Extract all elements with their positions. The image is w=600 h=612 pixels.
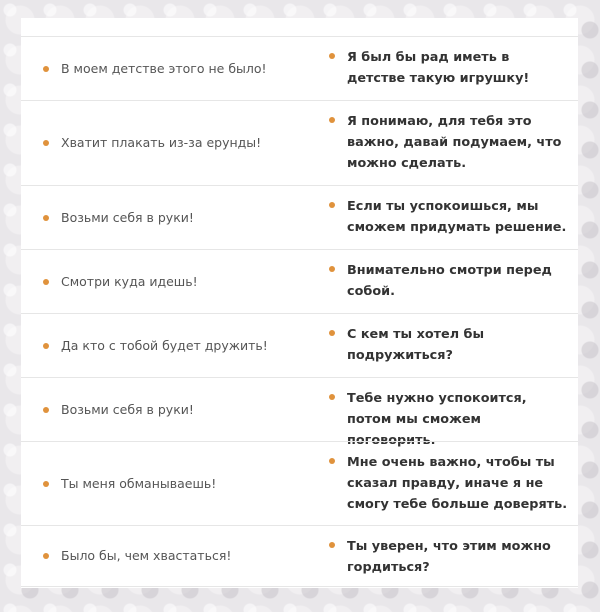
positive-phrase: С кем ты хотел бы подружиться? [347,327,485,363]
right-cell [329,260,569,302]
table-row [21,441,578,525]
left-cell [43,314,313,377]
bullet-icon [43,279,49,285]
right-cell [329,111,569,174]
table-row [21,185,578,249]
bullet-icon [329,117,335,123]
table-row [21,313,578,377]
positive-phrase: Я был бы рад иметь в детстве такую игрушку! [347,50,530,86]
negative-phrase: В моем детстве этого не было! [61,60,267,76]
bullet-icon [43,343,49,349]
left-cell [43,250,313,313]
negative-phrase: Было бы, чем хвастаться! [61,548,232,563]
positive-phrase: Внимательно смотри перед собой. [347,263,552,299]
bullet-icon [329,266,335,272]
negative-phrase: Да кто с тобой будет дружить! [61,337,268,353]
negative-phrase: Возьми себя в руки! [61,401,194,417]
bullet-icon [329,542,335,548]
bullet-icon [329,53,335,59]
positive-phrase: Мне очень важно, чтобы ты сказал правду, иначе я не смогу тебе больше доверять. [347,455,568,512]
bullet-icon [329,202,335,208]
positive-phrase: Ты уверен, что этим можно гордиться? [347,539,551,575]
right-cell [329,47,569,89]
left-cell [43,526,313,586]
bullet-icon [43,66,49,72]
left-cell [43,101,313,185]
bullet-icon [43,215,49,221]
negative-phrase: Ты меня обманываешь! [61,475,217,491]
negative-phrase: Хватит плакать из-за ерунды! [61,135,262,150]
left-cell [43,442,313,525]
left-cell [43,378,313,441]
positive-phrase: Тебе нужно успокоится, потом мы сможем поговорить. [347,391,527,448]
negative-phrase: Возьми себя в руки! [61,209,194,225]
left-cell [43,37,313,100]
table-row [21,249,578,313]
bullet-icon [43,140,49,146]
bullet-icon [329,330,335,336]
negative-phrase: Смотри куда идешь! [61,273,198,289]
table-row [21,377,578,448]
right-cell [329,324,569,366]
positive-phrase: Если ты успокоишься, мы сможем придумать решение. [347,199,567,235]
table-row [21,525,578,587]
bullet-icon [329,394,335,400]
right-cell [329,452,569,515]
phrases-card [21,18,578,588]
left-cell [43,186,313,249]
table-row [21,100,578,185]
right-cell [329,536,569,578]
right-cell [329,196,569,238]
phrase-table [21,36,578,587]
positive-phrase: Я понимаю, для тебя это важно, давай подумаем, что можно сделать. [347,114,562,171]
bullet-icon [329,458,335,464]
bullet-icon [43,481,49,487]
bullet-icon [43,553,49,559]
bullet-icon [43,407,49,413]
table-row [21,36,578,100]
